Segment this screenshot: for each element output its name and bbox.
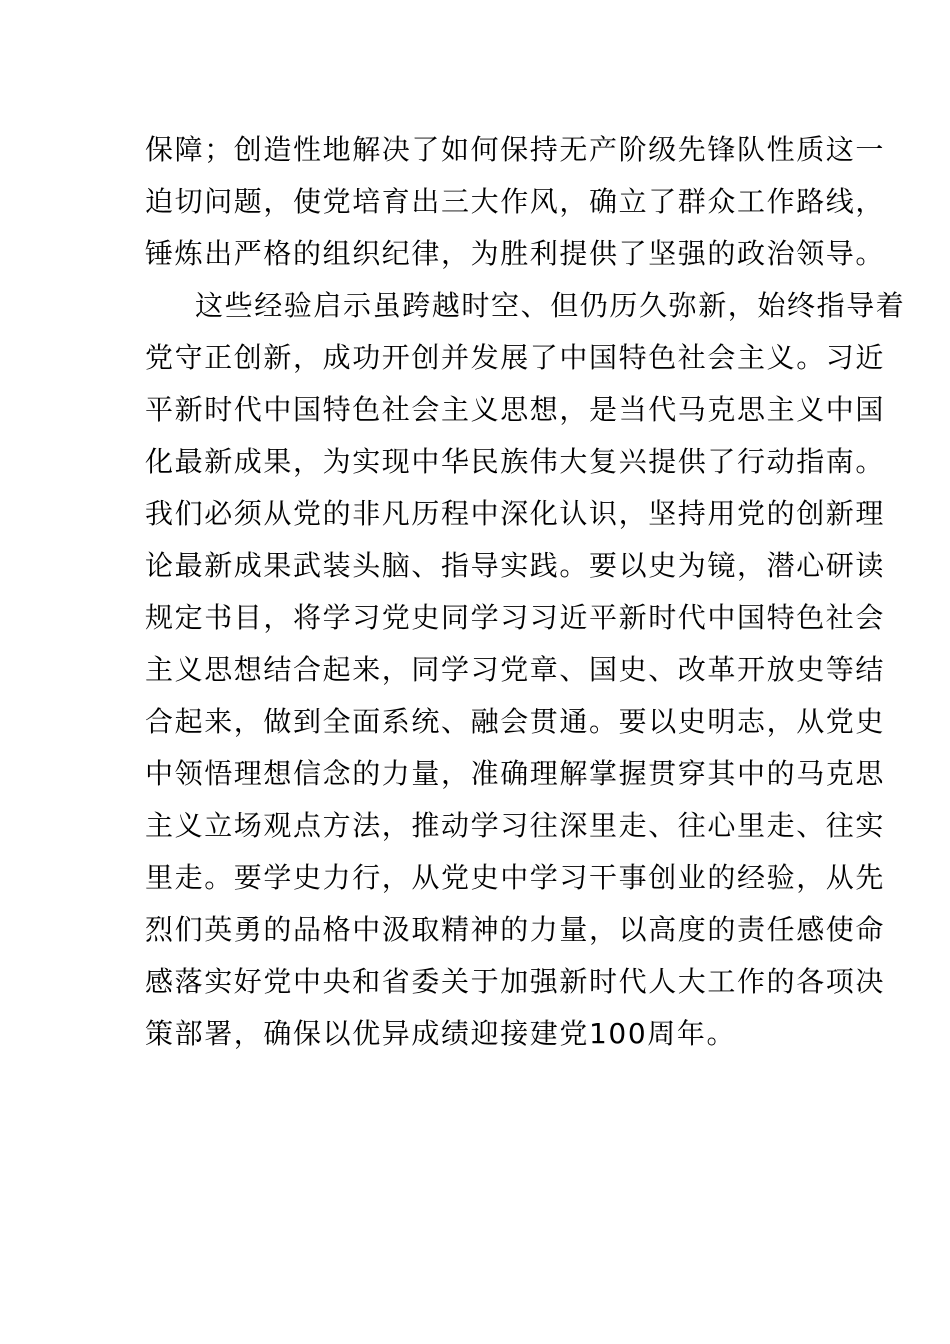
text-line: 策部署，确保以优异成绩迎接建党100周年。 [145, 1017, 737, 1050]
text-line: 烈们英勇的品格中汲取精神的力量，以高度的责任感使命 [145, 913, 886, 946]
text-line: 合起来，做到全面系统、融会贯通。要以史明志，从党史 [145, 705, 886, 738]
text-line: 迫切问题，使党培育出三大作风，确立了群众工作路线， [145, 185, 886, 218]
text-line: 里走。要学史力行，从党史中学习干事创业的经验，从先 [145, 861, 886, 894]
text-line: 主义立场观点方法，推动学习往深里走、往心里走、往实 [145, 809, 886, 842]
text-line: 主义思想结合起来，同学习党章、国史、改革开放史等结 [145, 653, 886, 686]
text-line: 中领悟理想信念的力量，准确理解掌握贯穿其中的马克思 [145, 757, 886, 790]
text-line: 保障；创造性地解决了如何保持无产阶级先锋队性质这一 [145, 133, 886, 166]
text-line: 平新时代中国特色社会主义思想，是当代马克思主义中国 [145, 393, 886, 426]
text-line: 这些经验启示虽跨越时空、但仍历久弥新，始终指导着 [195, 289, 906, 322]
text-line: 论最新成果武装头脑、指导实践。要以史为镜，潜心研读 [145, 549, 886, 582]
text-line: 我们必须从党的非凡历程中深化认识，坚持用党的创新理 [145, 497, 886, 530]
text-line: 化最新成果，为实现中华民族伟大复兴提供了行动指南。 [145, 445, 886, 478]
text-line: 感落实好党中央和省委关于加强新时代人大工作的各项决 [145, 965, 886, 998]
text-line: 锤炼出严格的组织纪律，为胜利提供了坚强的政治领导。 [145, 237, 886, 270]
text-line: 规定书目，将学习党史同学习习近平新时代中国特色社会 [145, 601, 886, 634]
text-line: 党守正创新，成功开创并发展了中国特色社会主义。习近 [145, 341, 886, 374]
